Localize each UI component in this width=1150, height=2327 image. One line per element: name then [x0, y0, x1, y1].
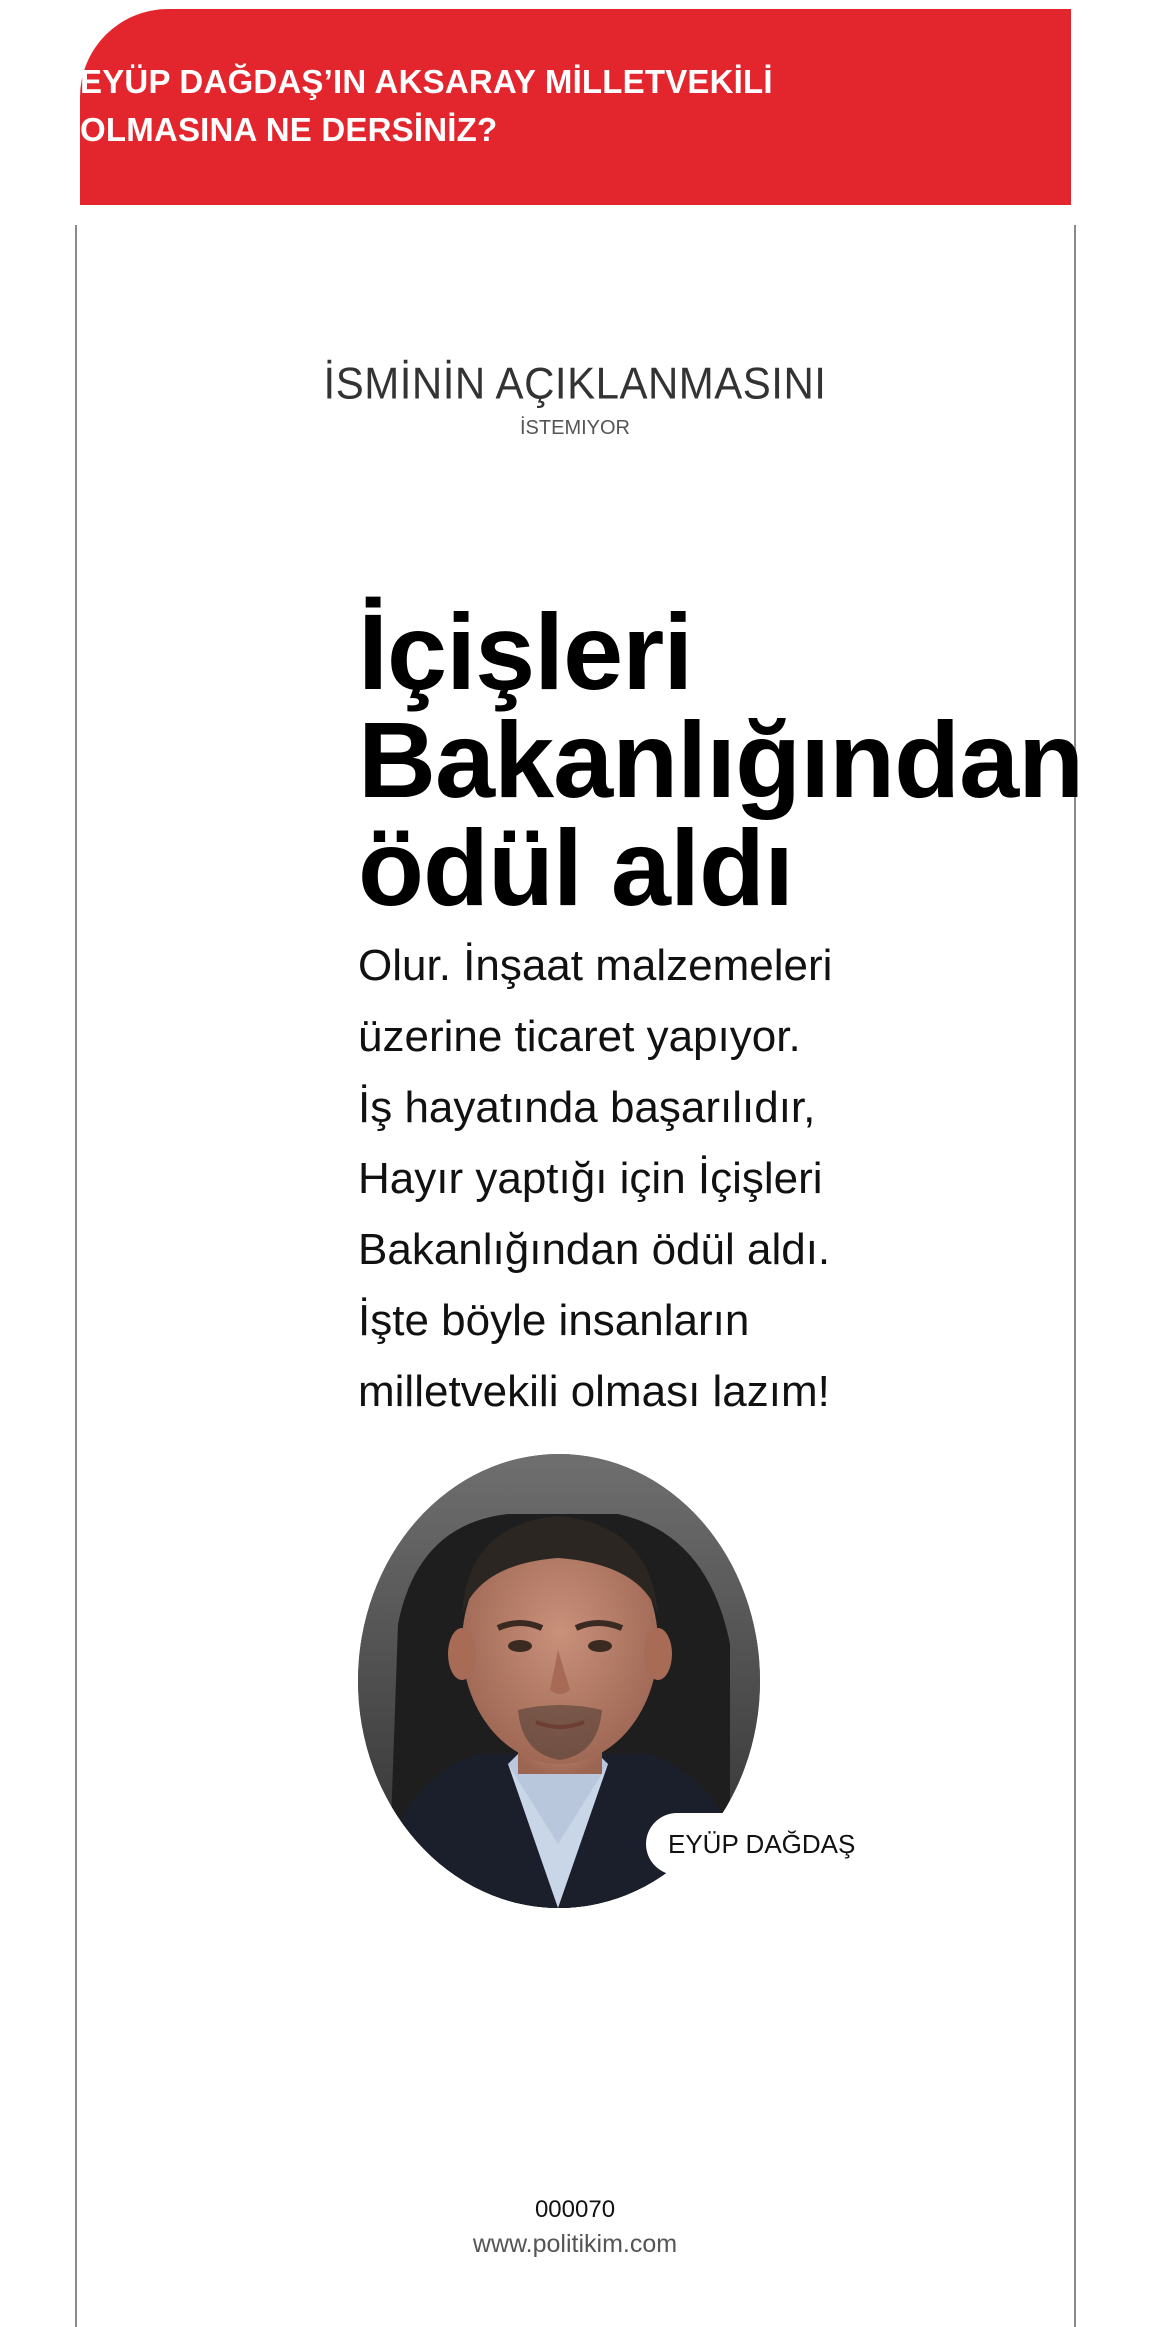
- headline: [358, 591, 1118, 928]
- banner-title-line-1: EYÜP DAĞDAŞ’IN AKSARAY MİLLETVEKİLİ: [80, 63, 773, 100]
- quote-line-3: İş hayatında başarılıdır,: [358, 1083, 816, 1132]
- quote-line-6: İşte böyle insanların: [358, 1296, 750, 1345]
- quote-line-4: Hayır yaptığı için İçişleri: [358, 1154, 823, 1203]
- website-link[interactable]: www.politikim.com: [472, 2230, 678, 2258]
- banner-title: [80, 58, 940, 154]
- quote-body: [358, 930, 998, 1427]
- right-border-line: [1074, 225, 1076, 2327]
- person-name-tag: EYÜP DAĞDAŞ: [646, 1813, 836, 1875]
- source-sublabel: İSTEMIYOR: [519, 417, 630, 439]
- quote-line-2: üzerine ticaret yapıyor.: [358, 1012, 801, 1061]
- headline-line-2: Bakanlığından: [358, 699, 1084, 820]
- headline-line-3: ödül aldı: [358, 807, 793, 928]
- banner-title-line-2: OLMASINA NE DERSİNİZ?: [80, 111, 498, 148]
- page-code: 000070: [534, 2196, 616, 2223]
- headline-line-1: İçişleri: [358, 591, 693, 712]
- quote-line-5: Bakanlığından ödül aldı.: [358, 1225, 831, 1274]
- quote-line-1: Olur. İnşaat malzemeleri: [358, 941, 833, 990]
- left-border-line: [75, 225, 77, 2327]
- source-label: İSMİNİN AÇIKLANMASINI: [323, 358, 827, 409]
- quote-line-7: milletvekili olması lazım!: [358, 1367, 830, 1416]
